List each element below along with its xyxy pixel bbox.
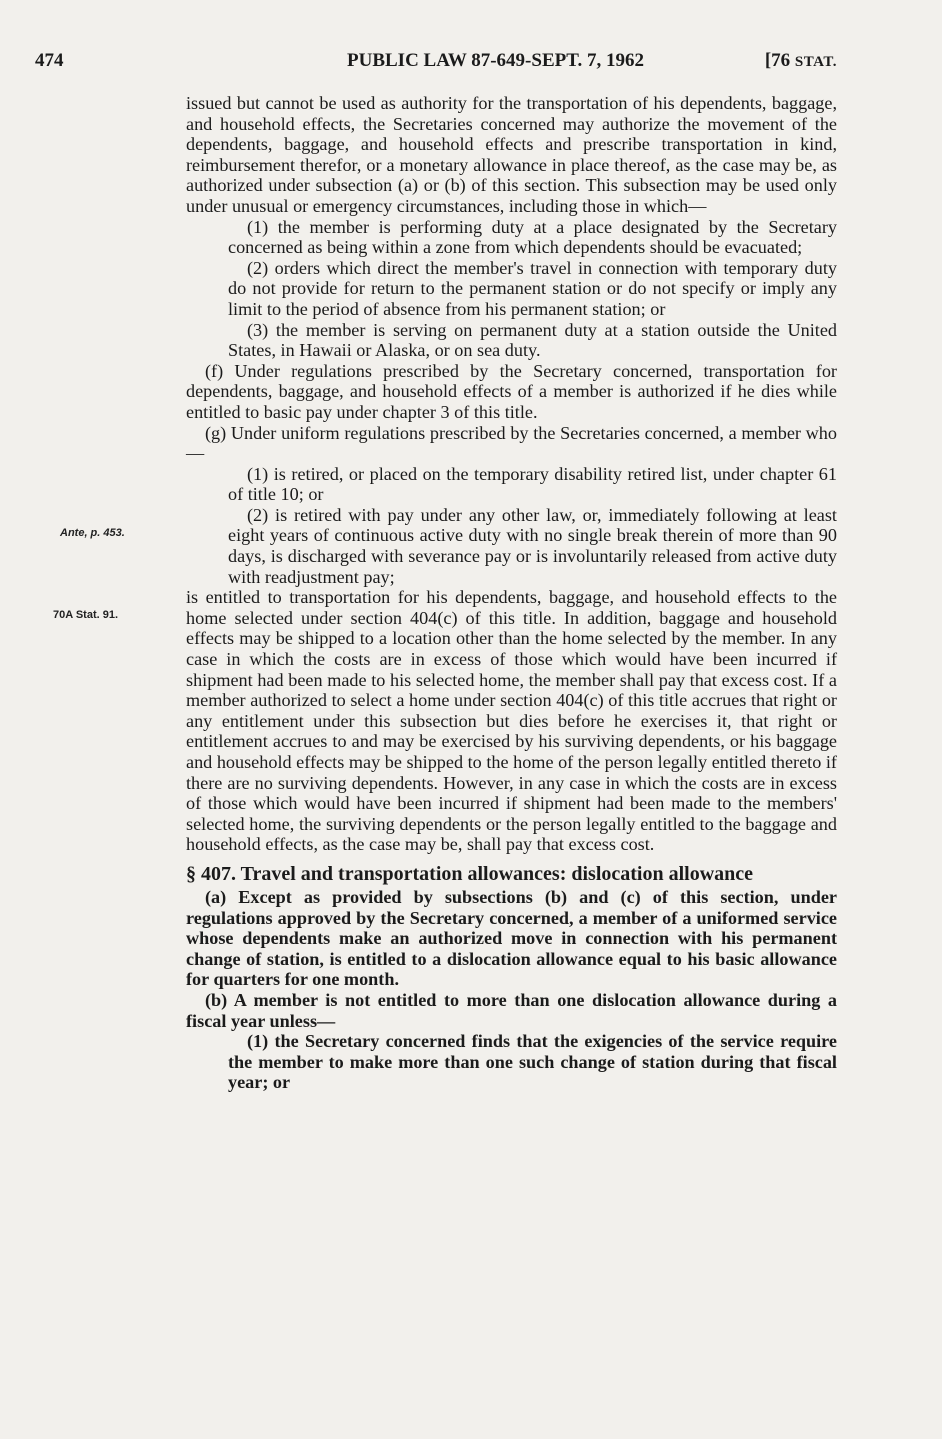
section-407-b: (b) A member is not entitled to more than one dislocation allowance during a fiscal year unless— (186, 989, 837, 1031)
e-item-2: (2) orders which direct the member's travel in connection with temporary duty do not provide for return to the permanent station or do not specify or imply any limit to the period of absence from his permanent station; or (228, 257, 837, 319)
subsection-g-intro: (g) Under uniform regulations prescribed by the Secretaries concerned, a member who— (186, 422, 837, 464)
section-407-heading: § 407. Travel and transportation allowances: dislocation allowance (186, 862, 754, 885)
margin-note-ante (60, 527, 125, 539)
g-item-1: (1) is retired, or placed on the temporary disability retired list, under chapter 61 of title 10; or (228, 463, 837, 505)
section-407-a: (a) Except as provided by subsections (b) and (c) of this section, under regulations approved by the Secretary concerned, a member of a uniformed service whose dependents make an authorized move in connection with his permanent change of station, is entitled to a dislocation allowance equal to his basic allowance for quarters for one month. (186, 886, 837, 990)
g-item-2: (2) is retired with pay under any other law, or, immediately following at least eight years of continuous active duty with no single break therein of more than 90 days, is discharged with severance pay or is involuntarily released from active duty with readjustment pay; (228, 504, 837, 587)
page-number: 474 (35, 50, 64, 71)
section-407-b-item-1: (1) the Secretary concerned finds that the exigencies of the service require the member to make more than one such change of station during that fiscal year; or (228, 1031, 837, 1093)
subsection-f: (f) Under regulations prescribed by the Secretary concerned, transportation for dependents, baggage, and household effects of a member is authorized if he dies while entitled to basic pay under chapter 3 of this title. (186, 360, 837, 422)
e-item-1: (1) the member is performing duty at a place designated by the Secretary concerned as being within a zone from which dependents should be evacuated; (228, 216, 837, 258)
e-item-3: (3) the member is serving on permanent duty at a station outside the United States, in Hawaii or Alaska, or on sea duty. (228, 319, 837, 361)
page-header (35, 50, 837, 80)
body-text (186, 93, 837, 1093)
margin-note-ante-text: Ante, p. 453. (60, 527, 125, 539)
statute-label: STAT. (794, 54, 837, 70)
statute-prefix: [76 (764, 50, 795, 71)
subsection-g-conclusion: is entitled to transportation for his dependents, baggage, and household effects to the home selected under section 404(c) of this title. In addition, baggage and household effects may be shipped to a location other than the home selected by the member. In any case in which the costs are in excess of those which would have been incurred if shipment had been made to his selected home, the member shall pay that excess cost. If a member authorized to select a home under section 404(c) of this title accrues that right or any entitlement under this subsection but dies before he exercises it, that right or entitlement accrues to and may be exercised by his surviving dependents, or his baggage and household effects may be shipped to the home of the person legally entitled thereto if there are no surviving dependents. However, in any case in which the costs are in excess of those which would have been incurred if shipment had been made to the members' selected home, the surviving dependents or the person legally entitled to the baggage and household effects, as the case may be, shall pay that excess cost. (186, 587, 837, 855)
margin-note-stat: 70A Stat. 91. (53, 609, 119, 621)
running-title: PUBLIC LAW 87-649-SEPT. 7, 1962 (347, 50, 644, 71)
intro-paragraph: issued but cannot be used as authority for the transportation of his dependents, baggage, and household effects, the Secretaries concerned may authorize the movement of the dependents, baggage, and household effects and prescribe transportation in kind, reimbursement therefor, or a monetary allowance in place thereof, as the case may be, as authorized under subsection (a) or (b) of this section. This subsection may be used only under unusual or emergency circumstances, including those in which— (186, 93, 837, 216)
statute-reference (765, 50, 837, 72)
